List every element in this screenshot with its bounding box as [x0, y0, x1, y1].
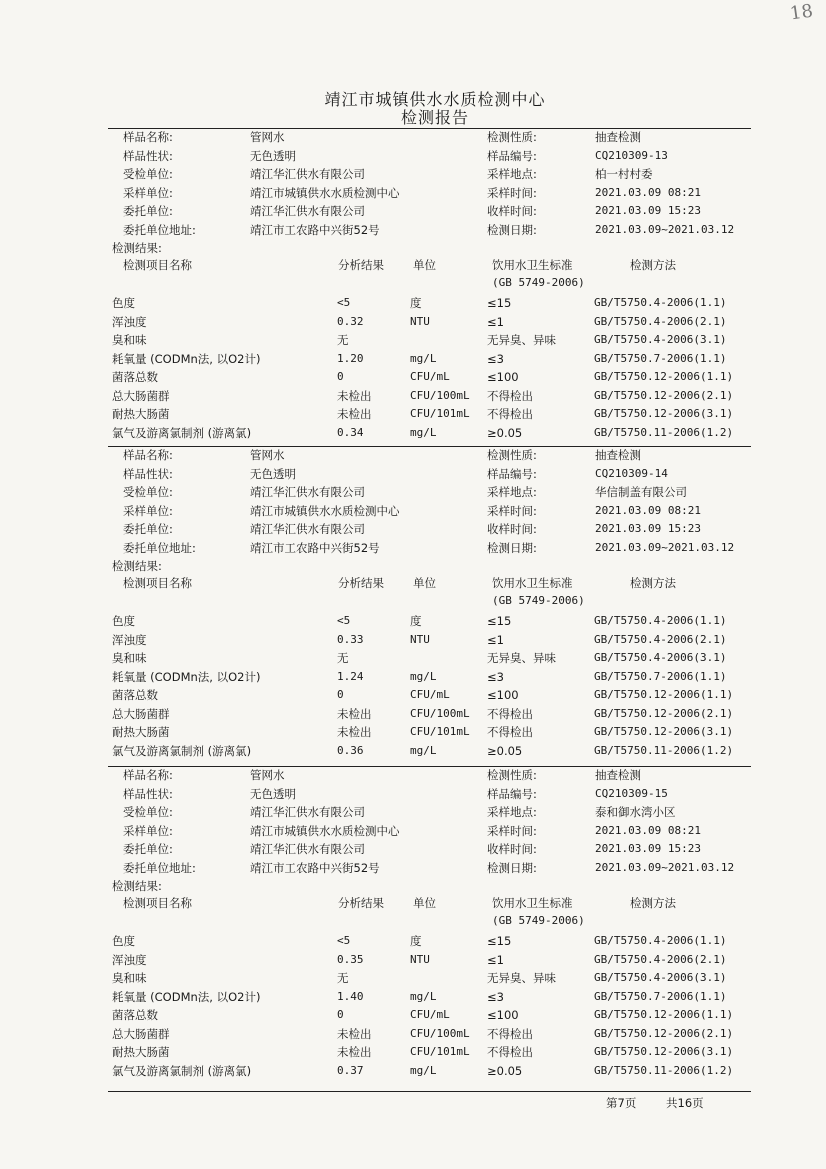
sampling-site-value: 柏一村村委	[595, 167, 653, 181]
sampling-site-label: 采样地点:	[487, 485, 537, 499]
result-item-name: 菌落总数	[112, 370, 158, 384]
result-method: GB/T5750.4-2006(1.1)	[594, 934, 727, 947]
result-value: 未检出	[337, 706, 372, 721]
result-method: GB/T5750.4-2006(1.1)	[594, 296, 727, 309]
result-item-name: 耗氧量 (CODMn法, 以O2计)	[112, 989, 261, 1004]
result-method: GB/T5750.12-2006(1.1)	[594, 370, 734, 383]
sampling-unit-value: 靖江市城镇供水水质检测中心	[250, 503, 400, 518]
result-unit: NTU	[410, 632, 430, 646]
result-item-name: 菌落总数	[112, 1008, 158, 1022]
result-standard: ≤100	[487, 688, 519, 702]
result-value: 0.35	[337, 952, 364, 966]
result-standard: ≤100	[487, 1008, 519, 1022]
sampling-site-value: 泰和御水湾小区	[595, 805, 676, 819]
column-header-unit: 单位	[413, 896, 436, 910]
sample-id-label: 样品编号:	[487, 786, 537, 801]
result-item-name: 耐热大肠菌	[112, 407, 170, 421]
result-unit: 度	[410, 934, 422, 948]
result-standard: ≤3	[487, 351, 504, 366]
result-method: GB/T5750.7-2006(1.1)	[594, 351, 727, 365]
client-address-value: 靖江市工农路中兴街52号	[250, 540, 380, 555]
inspection-nature-value: 抽查检测	[595, 448, 641, 462]
column-header-result: 分析结果	[338, 258, 384, 272]
inspection-nature-label: 检测性质:	[487, 448, 537, 462]
sampling-unit-label: 采样单位:	[123, 503, 173, 518]
receive-time-value: 2021.03.09 15:23	[595, 522, 701, 535]
column-header-standard-code: (GB 5749-2006)	[492, 594, 585, 607]
inspection-date-label: 检测日期:	[487, 540, 537, 555]
result-standard: ≥0.05	[487, 1063, 523, 1078]
sampling-unit-value: 靖江市城镇供水水质检测中心	[250, 823, 400, 838]
column-header-standard-code: (GB 5749-2006)	[492, 914, 585, 927]
sample-state-value: 无色透明	[250, 148, 296, 163]
result-value: 无	[337, 651, 349, 665]
result-item-name: 氯气及游离氯制剂 (游离氯)	[112, 743, 252, 758]
receive-time-label: 收样时间:	[487, 204, 537, 218]
result-item-name: 色度	[112, 614, 135, 628]
column-header-unit: 单位	[413, 258, 436, 272]
sampling-unit-label: 采样单位:	[123, 185, 173, 200]
result-value: 0.37	[337, 1063, 364, 1077]
inspection-date-value: 2021.03.09~2021.03.12	[595, 540, 735, 554]
result-standard: ≤15	[487, 934, 512, 948]
result-unit: CFU/101mL	[410, 407, 470, 420]
result-standard: 不得检出	[487, 706, 533, 721]
column-header-result: 分析结果	[338, 576, 384, 590]
result-method: GB/T5750.11-2006(1.2)	[594, 425, 734, 439]
result-item-name: 臭和味	[112, 971, 147, 985]
result-unit: CFU/100mL	[410, 388, 470, 402]
result-unit: mg/L	[410, 1063, 437, 1077]
sampling-time-label: 采样时间:	[487, 185, 537, 200]
inspection-nature-value: 抽查检测	[595, 768, 641, 782]
result-item-name: 氯气及游离氯制剂 (游离氯)	[112, 1063, 252, 1078]
result-unit: CFU/mL	[410, 688, 450, 701]
result-unit: CFU/100mL	[410, 706, 470, 720]
result-method: GB/T5750.4-2006(3.1)	[594, 971, 727, 984]
result-value: 无	[337, 333, 349, 347]
inspection-nature-value: 抽查检测	[595, 130, 641, 144]
result-standard: 不得检出	[487, 1026, 533, 1041]
inspection-date-label: 检测日期:	[487, 222, 537, 237]
result-standard: ≤1	[487, 952, 504, 967]
result-unit: CFU/101mL	[410, 1045, 470, 1058]
section-divider	[108, 128, 751, 129]
result-value: 0.36	[337, 743, 364, 757]
inspected-unit-value: 靖江华汇供水有限公司	[250, 805, 365, 819]
sample-id-label: 样品编号:	[487, 466, 537, 481]
result-item-name: 耗氧量 (CODMn法, 以O2计)	[112, 669, 261, 684]
sample-state-value: 无色透明	[250, 466, 296, 481]
result-item-name: 浑浊度	[112, 632, 147, 647]
inspected-unit-label: 受检单位:	[123, 485, 173, 499]
sample-id-label: 样品编号:	[487, 148, 537, 163]
result-item-name: 浑浊度	[112, 314, 147, 329]
result-value: <5	[337, 296, 351, 309]
result-method: GB/T5750.12-2006(3.1)	[594, 1045, 734, 1058]
result-method: GB/T5750.12-2006(3.1)	[594, 725, 734, 738]
result-item-name: 色度	[112, 296, 135, 310]
client-address-value: 靖江市工农路中兴街52号	[250, 222, 380, 237]
page-total: 共16页	[666, 1096, 704, 1110]
result-value: <5	[337, 934, 351, 947]
result-method: GB/T5750.4-2006(3.1)	[594, 333, 727, 346]
sampling-time-label: 采样时间:	[487, 823, 537, 838]
result-unit: NTU	[410, 952, 430, 966]
section-divider	[108, 766, 751, 767]
result-value: 未检出	[337, 1045, 372, 1059]
sample-name-value: 管网水	[250, 768, 285, 782]
sampling-time-value: 2021.03.09 08:21	[595, 823, 701, 837]
sample-name-label: 样品名称:	[123, 130, 173, 144]
inspected-unit-label: 受检单位:	[123, 167, 173, 181]
result-standard: 无异臭、异味	[487, 651, 556, 665]
sample-name-value: 管网水	[250, 448, 285, 462]
receive-time-value: 2021.03.09 15:23	[595, 842, 701, 855]
client-address-label: 委托单位地址:	[123, 222, 196, 237]
result-item-name: 色度	[112, 934, 135, 948]
result-item-name: 耗氧量 (CODMn法, 以O2计)	[112, 351, 261, 366]
sampling-time-value: 2021.03.09 08:21	[595, 185, 701, 199]
result-method: GB/T5750.12-2006(2.1)	[594, 388, 734, 402]
sampling-site-label: 采样地点:	[487, 805, 537, 819]
result-method: GB/T5750.12-2006(1.1)	[594, 1008, 734, 1021]
result-method: GB/T5750.11-2006(1.2)	[594, 743, 734, 757]
receive-time-label: 收样时间:	[487, 842, 537, 856]
inspected-unit-label: 受检单位:	[123, 805, 173, 819]
result-standard: ≤3	[487, 989, 504, 1004]
result-value: 1.40	[337, 989, 364, 1003]
result-unit: mg/L	[410, 351, 437, 365]
page-number: 第7页	[606, 1096, 637, 1110]
result-value: 0	[337, 688, 344, 701]
column-header-item: 检测项目名称	[123, 258, 192, 272]
sample-name-label: 样品名称:	[123, 448, 173, 462]
inspection-nature-label: 检测性质:	[487, 768, 537, 782]
result-standard: 不得检出	[487, 725, 533, 739]
sample-id-value: CQ210309-15	[595, 786, 668, 800]
result-item-name: 臭和味	[112, 333, 147, 347]
result-unit: mg/L	[410, 669, 437, 683]
result-value: 未检出	[337, 1026, 372, 1041]
column-header-standard-code: (GB 5749-2006)	[492, 276, 585, 289]
client-address-label: 委托单位地址:	[123, 860, 196, 875]
sampling-time-label: 采样时间:	[487, 503, 537, 518]
result-standard: 不得检出	[487, 1045, 533, 1059]
inspection-date-label: 检测日期:	[487, 860, 537, 875]
sampling-site-label: 采样地点:	[487, 167, 537, 181]
column-header-standard: 饮用水卫生标准	[492, 896, 573, 910]
results-label: 检测结果:	[112, 241, 162, 255]
result-method: GB/T5750.7-2006(1.1)	[594, 989, 727, 1003]
column-header-method: 检测方法	[630, 576, 676, 590]
client-unit-value: 靖江华汇供水有限公司	[250, 204, 365, 218]
result-standard: 无异臭、异味	[487, 333, 556, 347]
result-value: <5	[337, 614, 351, 627]
inspected-unit-value: 靖江华汇供水有限公司	[250, 485, 365, 499]
column-header-method: 检测方法	[630, 258, 676, 272]
result-value: 无	[337, 971, 349, 985]
sampling-site-value: 华信制盖有限公司	[595, 485, 687, 499]
result-standard: 无异臭、异味	[487, 971, 556, 985]
result-unit: 度	[410, 614, 422, 628]
result-standard: ≥0.05	[487, 425, 523, 440]
results-label: 检测结果:	[112, 879, 162, 893]
result-method: GB/T5750.11-2006(1.2)	[594, 1063, 734, 1077]
result-item-name: 氯气及游离氯制剂 (游离氯)	[112, 425, 252, 440]
result-unit: CFU/mL	[410, 1008, 450, 1021]
result-unit: CFU/101mL	[410, 725, 470, 738]
result-standard: ≤15	[487, 296, 512, 310]
result-unit: mg/L	[410, 743, 437, 757]
result-value: 未检出	[337, 388, 372, 403]
corner-page-mark: 18	[788, 0, 815, 25]
result-item-name: 总大肠菌群	[112, 706, 170, 721]
result-method: GB/T5750.4-2006(3.1)	[594, 651, 727, 664]
result-standard: ≤1	[487, 632, 504, 647]
result-unit: CFU/mL	[410, 370, 450, 383]
result-item-name: 耐热大肠菌	[112, 1045, 170, 1059]
result-value: 0.34	[337, 425, 364, 439]
result-value: 0	[337, 1008, 344, 1021]
result-standard: 不得检出	[487, 388, 533, 403]
result-unit: NTU	[410, 314, 430, 328]
client-unit-label: 委托单位:	[123, 842, 173, 856]
result-unit: mg/L	[410, 425, 437, 439]
inspection-date-value: 2021.03.09~2021.03.12	[595, 222, 735, 236]
result-standard: ≤100	[487, 370, 519, 384]
column-header-item: 检测项目名称	[123, 576, 192, 590]
result-method: GB/T5750.4-2006(1.1)	[594, 614, 727, 627]
column-header-result: 分析结果	[338, 896, 384, 910]
result-value: 0.33	[337, 632, 364, 646]
report-title: 靖江市城镇供水水质检测中心	[324, 90, 546, 109]
column-header-standard: 饮用水卫生标准	[492, 258, 573, 272]
result-standard: ≤1	[487, 314, 504, 329]
sample-name-label: 样品名称:	[123, 768, 173, 782]
sampling-unit-value: 靖江市城镇供水水质检测中心	[250, 185, 400, 200]
result-standard: ≥0.05	[487, 743, 523, 758]
result-method: GB/T5750.12-2006(3.1)	[594, 407, 734, 420]
sampling-unit-label: 采样单位:	[123, 823, 173, 838]
client-unit-value: 靖江华汇供水有限公司	[250, 522, 365, 536]
client-address-value: 靖江市工农路中兴街52号	[250, 860, 380, 875]
sample-state-label: 样品性状:	[123, 148, 173, 163]
result-method: GB/T5750.7-2006(1.1)	[594, 669, 727, 683]
result-unit: 度	[410, 296, 422, 310]
result-method: GB/T5750.12-2006(1.1)	[594, 688, 734, 701]
result-method: GB/T5750.12-2006(2.1)	[594, 706, 734, 720]
sample-state-label: 样品性状:	[123, 466, 173, 481]
column-header-standard: 饮用水卫生标准	[492, 576, 573, 590]
client-address-label: 委托单位地址:	[123, 540, 196, 555]
result-standard: 不得检出	[487, 407, 533, 421]
receive-time-value: 2021.03.09 15:23	[595, 204, 701, 217]
result-unit: CFU/100mL	[410, 1026, 470, 1040]
result-value: 0.32	[337, 314, 364, 328]
sample-state-label: 样品性状:	[123, 786, 173, 801]
receive-time-label: 收样时间:	[487, 522, 537, 536]
result-value: 1.20	[337, 351, 364, 365]
footer-divider	[108, 1091, 751, 1092]
result-value: 0	[337, 370, 344, 383]
column-header-item: 检测项目名称	[123, 896, 192, 910]
result-standard: ≤15	[487, 614, 512, 628]
result-value: 未检出	[337, 725, 372, 739]
client-unit-label: 委托单位:	[123, 204, 173, 218]
results-label: 检测结果:	[112, 559, 162, 573]
result-item-name: 浑浊度	[112, 952, 147, 967]
sample-id-value: CQ210309-13	[595, 148, 668, 162]
result-item-name: 总大肠菌群	[112, 1026, 170, 1041]
client-unit-value: 靖江华汇供水有限公司	[250, 842, 365, 856]
result-standard: ≤3	[487, 669, 504, 684]
result-item-name: 总大肠菌群	[112, 388, 170, 403]
inspection-nature-label: 检测性质:	[487, 130, 537, 144]
result-item-name: 菌落总数	[112, 688, 158, 702]
result-item-name: 耐热大肠菌	[112, 725, 170, 739]
result-method: GB/T5750.4-2006(2.1)	[594, 632, 727, 646]
result-item-name: 臭和味	[112, 651, 147, 665]
sample-id-value: CQ210309-14	[595, 466, 668, 480]
sample-state-value: 无色透明	[250, 786, 296, 801]
inspected-unit-value: 靖江华汇供水有限公司	[250, 167, 365, 181]
client-unit-label: 委托单位:	[123, 522, 173, 536]
section-divider	[108, 446, 751, 447]
inspection-date-value: 2021.03.09~2021.03.12	[595, 860, 735, 874]
column-header-unit: 单位	[413, 576, 436, 590]
result-method: GB/T5750.4-2006(2.1)	[594, 952, 727, 966]
result-value: 未检出	[337, 407, 372, 421]
sample-name-value: 管网水	[250, 130, 285, 144]
result-unit: mg/L	[410, 989, 437, 1003]
result-method: GB/T5750.12-2006(2.1)	[594, 1026, 734, 1040]
column-header-method: 检测方法	[630, 896, 676, 910]
result-value: 1.24	[337, 669, 364, 683]
sampling-time-value: 2021.03.09 08:21	[595, 503, 701, 517]
report-subtitle: 检测报告	[400, 108, 469, 127]
result-method: GB/T5750.4-2006(2.1)	[594, 314, 727, 328]
